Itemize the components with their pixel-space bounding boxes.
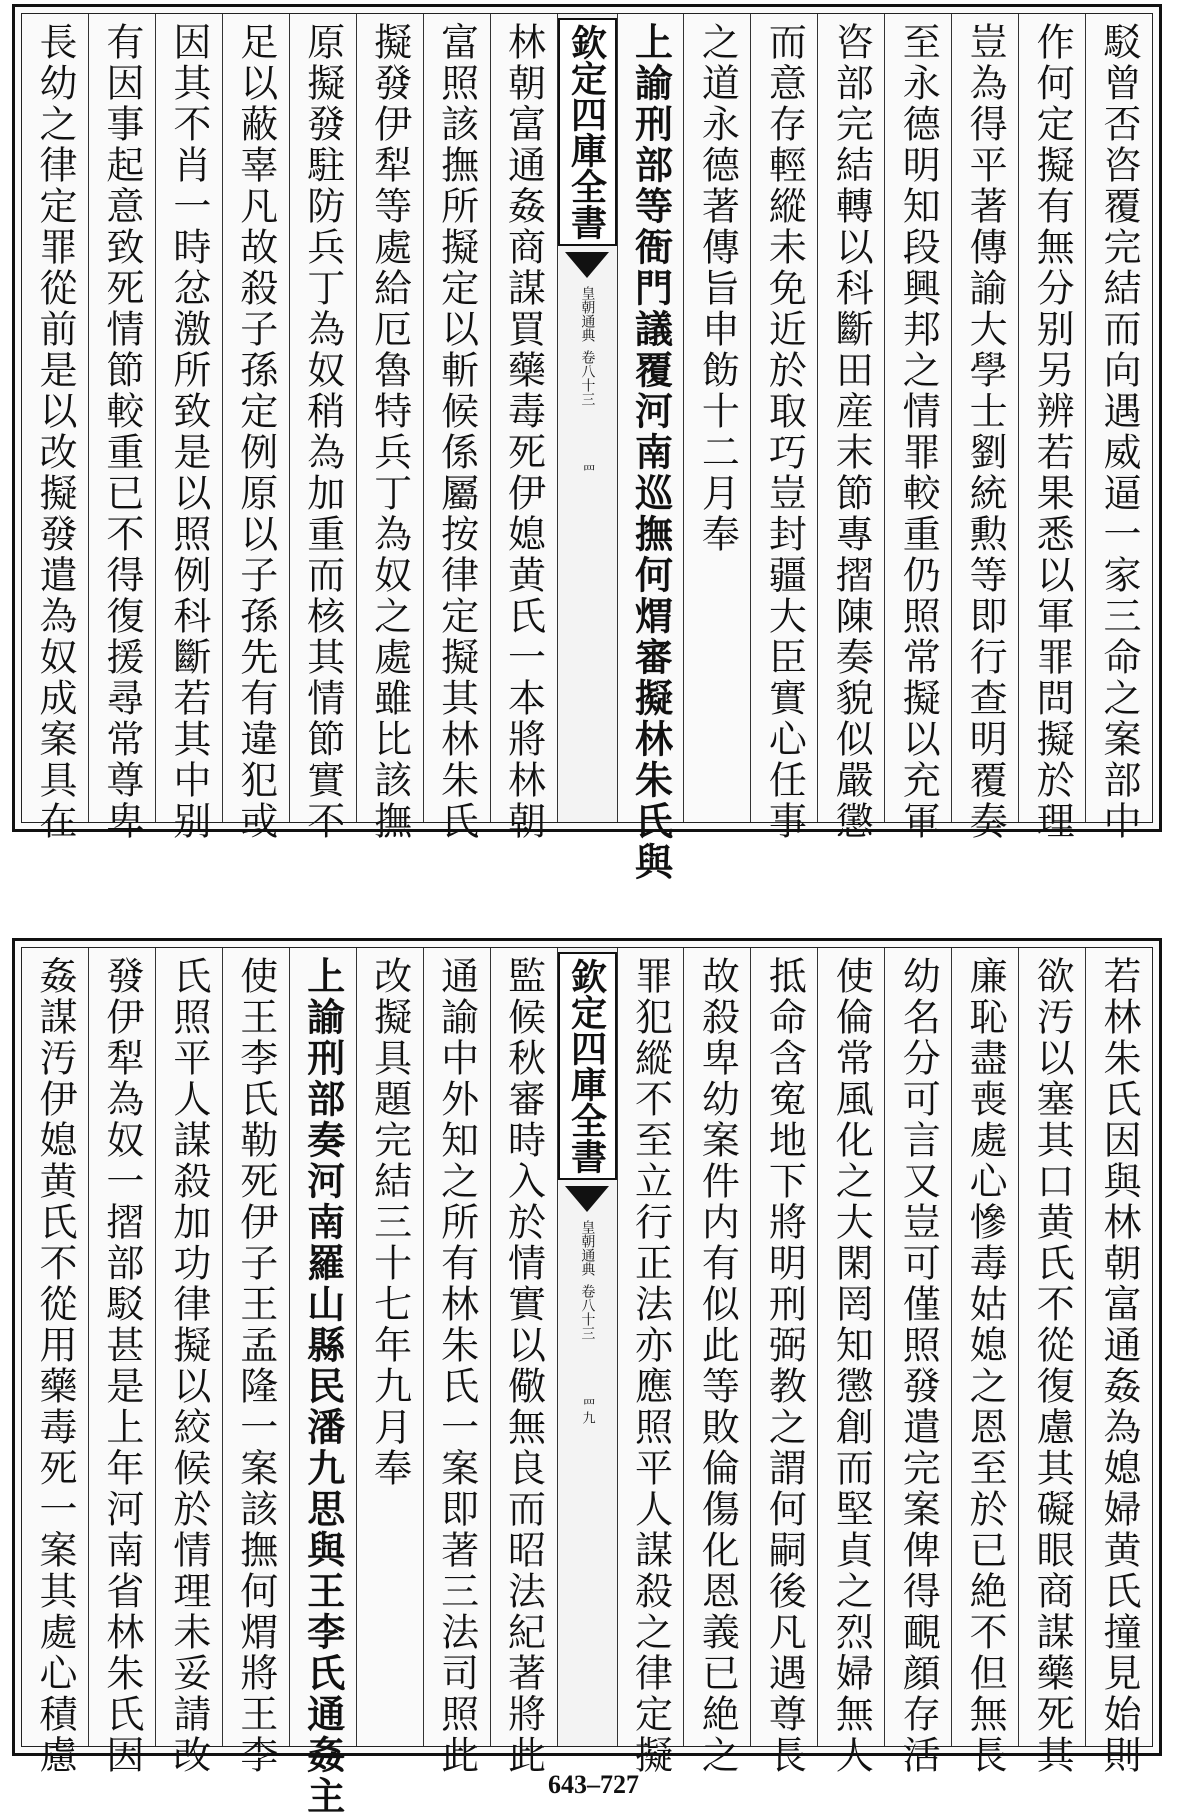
column-text: 長幼之律定罪從前是以改擬發遣為奴成案具在	[32, 22, 77, 842]
chapter-number: 卷八十三	[579, 1284, 596, 1340]
text-column	[222, 14, 289, 842]
column-text: 有因事起意致死情節較重已不得復援尋常尊卑	[99, 22, 144, 842]
text-column	[817, 948, 884, 1776]
text-column	[289, 948, 356, 1817]
column-text: 駁曾否咨覆完結而向遇威逼一家三命之案部中	[1097, 22, 1142, 842]
column-text: 欲汚以塞其口黄氏不從復慮其礙眼商謀藥死其	[1030, 956, 1075, 1776]
column-text: 若林朱氏因與林朝富通姦為媳婦黄氏撞見始則	[1097, 956, 1142, 1776]
text-column	[1085, 14, 1152, 842]
column-text: 作何定擬有無分别另辨若果悉以軍罪問擬於理	[1030, 22, 1075, 842]
page-gutter	[557, 948, 617, 1746]
text-column	[817, 14, 884, 842]
text-column	[289, 14, 356, 842]
column-text: 抵命含寃地下將明刑弼教之謂何嗣後凡遇尊長	[762, 956, 807, 1776]
top-page-frame	[21, 13, 1153, 883]
page-gutter	[557, 14, 617, 822]
text-column	[222, 948, 289, 1776]
column-text: 故殺卑幼案件内有似此等敗倫傷化恩義已絶之	[695, 956, 740, 1776]
column-text: 豈為得平著傳諭大學士劉統勲等即行查明覆奏	[963, 22, 1008, 842]
text-column	[155, 14, 222, 842]
column-text: 改擬具題完結三十七年九月奉	[367, 956, 412, 1489]
text-column	[951, 14, 1018, 842]
text-column	[490, 948, 557, 1776]
column-text: 廉恥盡喪處心慘毒姑媳之恩至於已絶不但無長	[963, 956, 1008, 1776]
column-text: 罪犯縱不至立行正法亦應照平人謀殺之律定擬	[628, 956, 673, 1776]
book-title: 欽定四庫全書	[558, 18, 617, 246]
text-column	[750, 948, 817, 1776]
column-text: 監候秋審時入於情實以儆無良而昭法紀著將此	[501, 956, 546, 1776]
column-text: 原擬發駐防兵丁為奴稍為加重而核其情節實不	[300, 22, 345, 842]
text-column	[88, 14, 155, 842]
column-text: 使倫常風化之大閑罔知懲創而堅貞之烈婦無人	[829, 956, 874, 1776]
text-column	[356, 948, 423, 1746]
column-text: 林朝富通姦商謀買藥毒死伊媳黄氏一本將林朝	[501, 22, 546, 842]
folio-number: 罒	[579, 464, 595, 477]
column-text: 富照該撫所擬定以斬候係屬按律定擬其林朱氏	[434, 22, 479, 842]
fish-tail-mark-icon	[565, 1186, 609, 1212]
text-column	[617, 14, 684, 883]
volume-title: 皇朝通典	[579, 286, 596, 342]
column-text: 通諭中外知之所有林朱氏一案即著三法司照此	[434, 956, 479, 1776]
text-column	[22, 948, 88, 1776]
column-text: 氏照平人謀殺加功律擬以絞候於情理未妥請改	[166, 956, 211, 1776]
column-text: 至永德明知段興邦之情罪較重仍照常擬以充軍	[896, 22, 941, 842]
chapter-number: 卷八十三	[579, 350, 596, 406]
page-number: 643–727	[548, 1770, 639, 1799]
text-column	[22, 14, 88, 842]
column-text: 咨部完結轉以科斷田産末節專摺陳奏貌似嚴懲	[829, 22, 874, 842]
volume-title: 皇朝通典	[579, 1220, 596, 1276]
text-column	[423, 948, 490, 1776]
top-page	[12, 4, 1162, 883]
text-column	[884, 948, 951, 1776]
text-column	[1085, 948, 1152, 1776]
text-column	[155, 948, 222, 1776]
text-column	[1018, 948, 1085, 1776]
column-text: 足以蔽辜凡故殺子孫定例原以子孫先有違犯或	[233, 22, 278, 842]
column-text: 發伊犁為奴一摺部駁甚是上年河南省林朱氏因	[99, 956, 144, 1776]
column-text: 因其不肖一時忿激所致是以照例科斷若其中别	[166, 22, 211, 842]
column-text: 之道永德著傳旨申飭十二月奉	[695, 22, 740, 555]
text-column	[490, 14, 557, 842]
text-column	[951, 948, 1018, 1776]
column-text: 姦謀汚伊媳黄氏不從用藥毒死一案其處心積慮	[32, 956, 77, 1776]
column-text: 上諭刑部等衙門議覆河南巡撫何煟審擬林朱氏與	[628, 22, 674, 883]
fish-tail-mark-icon	[565, 252, 609, 278]
text-column	[884, 14, 951, 842]
text-column	[423, 14, 490, 842]
text-column	[88, 948, 155, 1776]
text-column	[617, 948, 684, 1776]
column-text: 使王李氏勒死伊子王孟隆一案該撫何煟將王李	[233, 956, 278, 1776]
text-column	[683, 948, 750, 1776]
text-column	[750, 14, 817, 842]
column-text: 上諭刑部奏河南羅山縣民潘九思與王李氏通姦主	[300, 956, 346, 1817]
folio-number: 罒九	[579, 1398, 595, 1424]
book-title: 欽定四庫全書	[558, 952, 617, 1180]
text-column	[356, 14, 423, 842]
column-text: 而意存輕縱未免近於取巧豈封疆大臣實心任事	[762, 22, 807, 842]
text-column	[683, 14, 750, 822]
column-text: 幼名分可言又豈可僅照發遣完案俾得靦顔存活	[896, 956, 941, 1776]
text-column	[1018, 14, 1085, 842]
column-text: 擬發伊犁等處給厄魯特兵丁為奴之處雖比該撫	[367, 22, 412, 842]
